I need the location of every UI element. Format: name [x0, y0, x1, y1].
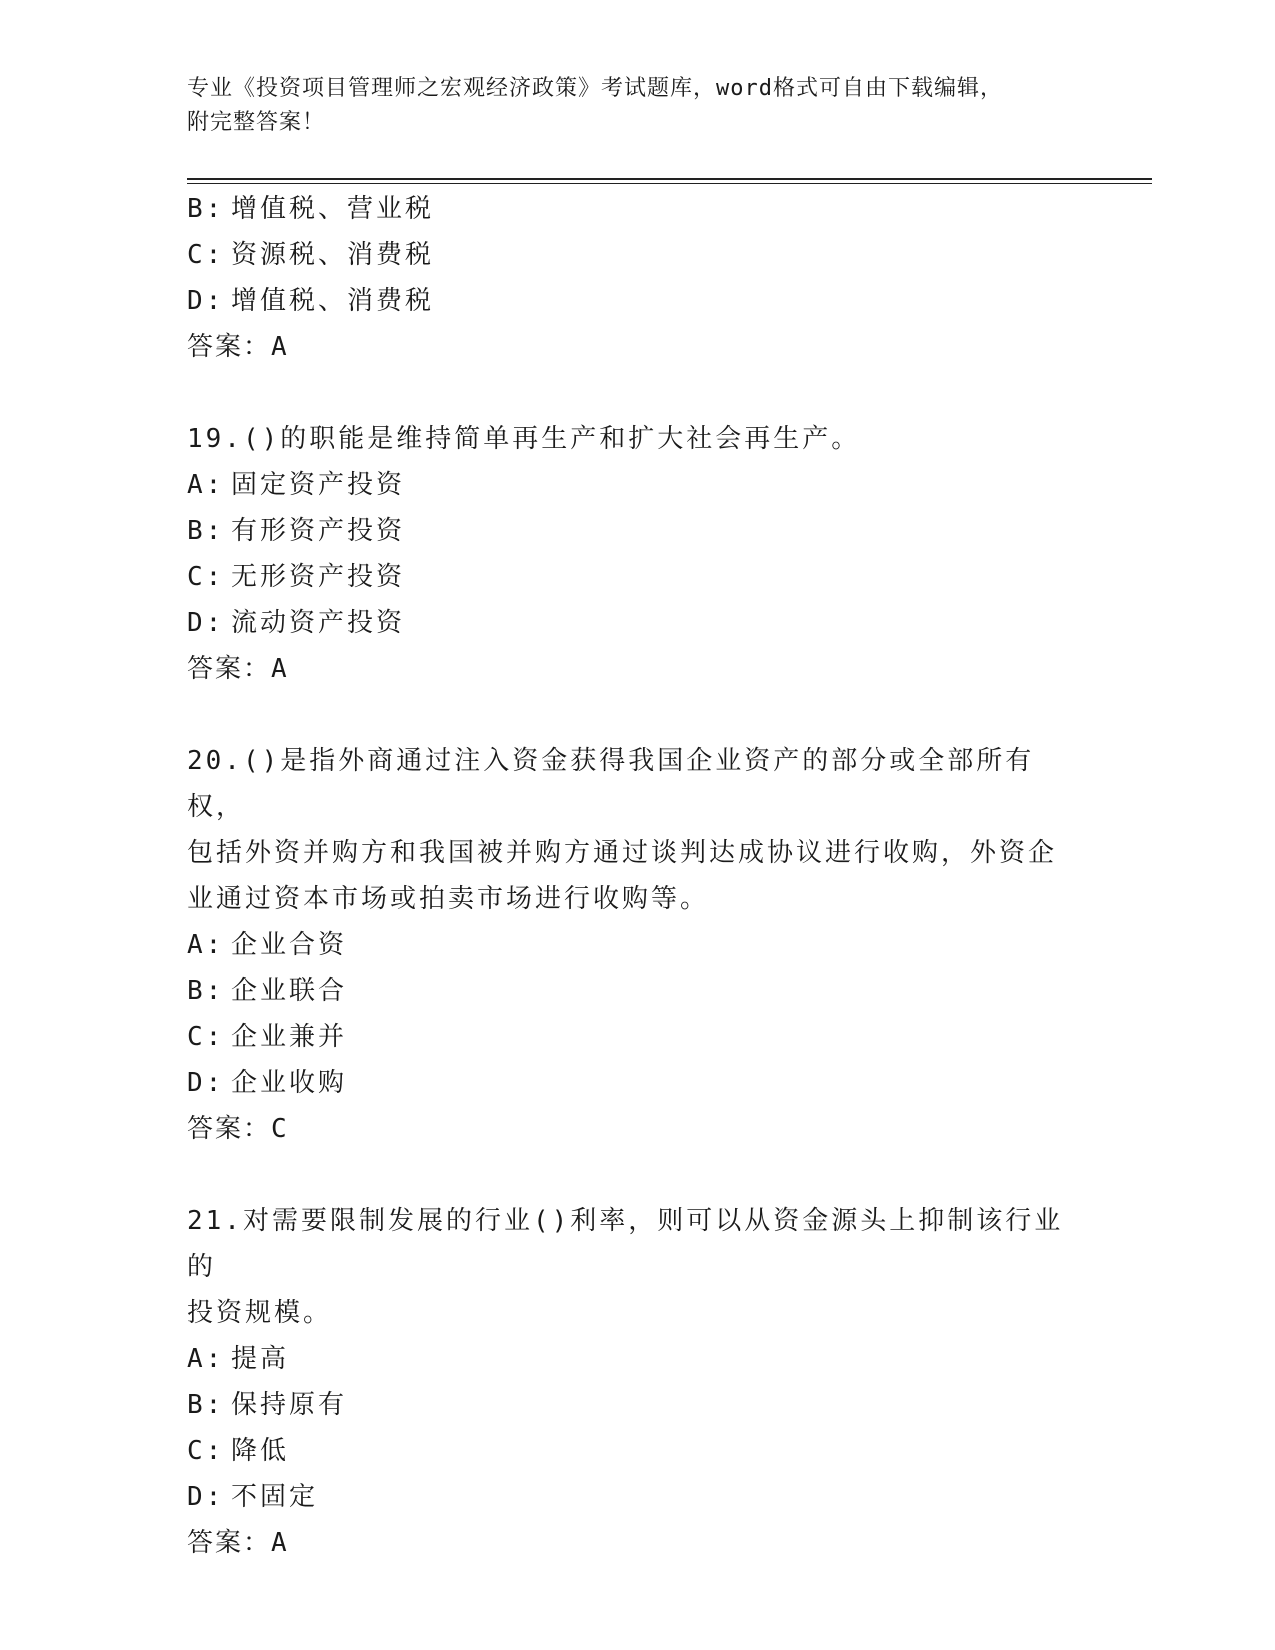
- option-d: D: 流动资产投资: [187, 608, 406, 638]
- option-a: A: 企业合资: [187, 930, 348, 960]
- header-rule-thick: [187, 178, 1152, 180]
- option-c: C: 资源税、消费税: [187, 240, 435, 270]
- option-d: D: 增值税、消费税: [187, 286, 435, 316]
- question-text-line-1: 21.对需要限制发展的行业()利率，则可以从资金源头上抑制该行业的: [187, 1206, 1064, 1282]
- answer-line: 答案：A: [187, 1528, 289, 1558]
- option-b: B: 有形资产投资: [187, 516, 406, 546]
- question-text: 19.()的职能是维持简单再生产和扩大社会再生产。: [187, 424, 861, 454]
- document-header: [187, 72, 1087, 140]
- header-line-1: 专业《投资项目管理师之宏观经济政策》考试题库，word格式可自由下载编辑，: [187, 76, 1003, 101]
- option-c: C: 无形资产投资: [187, 562, 406, 592]
- option-d: D: 不固定: [187, 1482, 319, 1512]
- option-a: A: 固定资产投资: [187, 470, 406, 500]
- header-line-2: 附完整答案！: [187, 110, 326, 135]
- question-block-19: [187, 416, 1087, 692]
- option-c: C: 降低: [187, 1436, 290, 1466]
- header-rule-thin: [187, 183, 1152, 184]
- question-text-line-2: 包括外资并购方和我国被并购方通过谈判达成协议进行收购，外资企: [187, 838, 1058, 868]
- question-block-18-continued: [187, 186, 1087, 370]
- answer-line: 答案：A: [187, 654, 289, 684]
- question-block-20: [187, 738, 1087, 1152]
- option-b: B: 增值税、营业税: [187, 194, 435, 224]
- option-a: A: 提高: [187, 1344, 290, 1374]
- answer-line: 答案：A: [187, 332, 289, 362]
- option-b: B: 企业联合: [187, 976, 348, 1006]
- document-body: [187, 186, 1087, 1566]
- question-text-line-1: 20.()是指外商通过注入资金获得我国企业资产的部分或全部所有权，: [187, 746, 1035, 822]
- question-text-line-3: 业通过资本市场或拍卖市场进行收购等。: [187, 884, 710, 914]
- answer-line: 答案：C: [187, 1114, 289, 1144]
- option-b: B: 保持原有: [187, 1390, 348, 1420]
- question-block-21: [187, 1198, 1087, 1566]
- question-text-line-2: 投资规模。: [187, 1298, 333, 1328]
- option-d: D: 企业收购: [187, 1068, 348, 1098]
- option-c: C: 企业兼并: [187, 1022, 348, 1052]
